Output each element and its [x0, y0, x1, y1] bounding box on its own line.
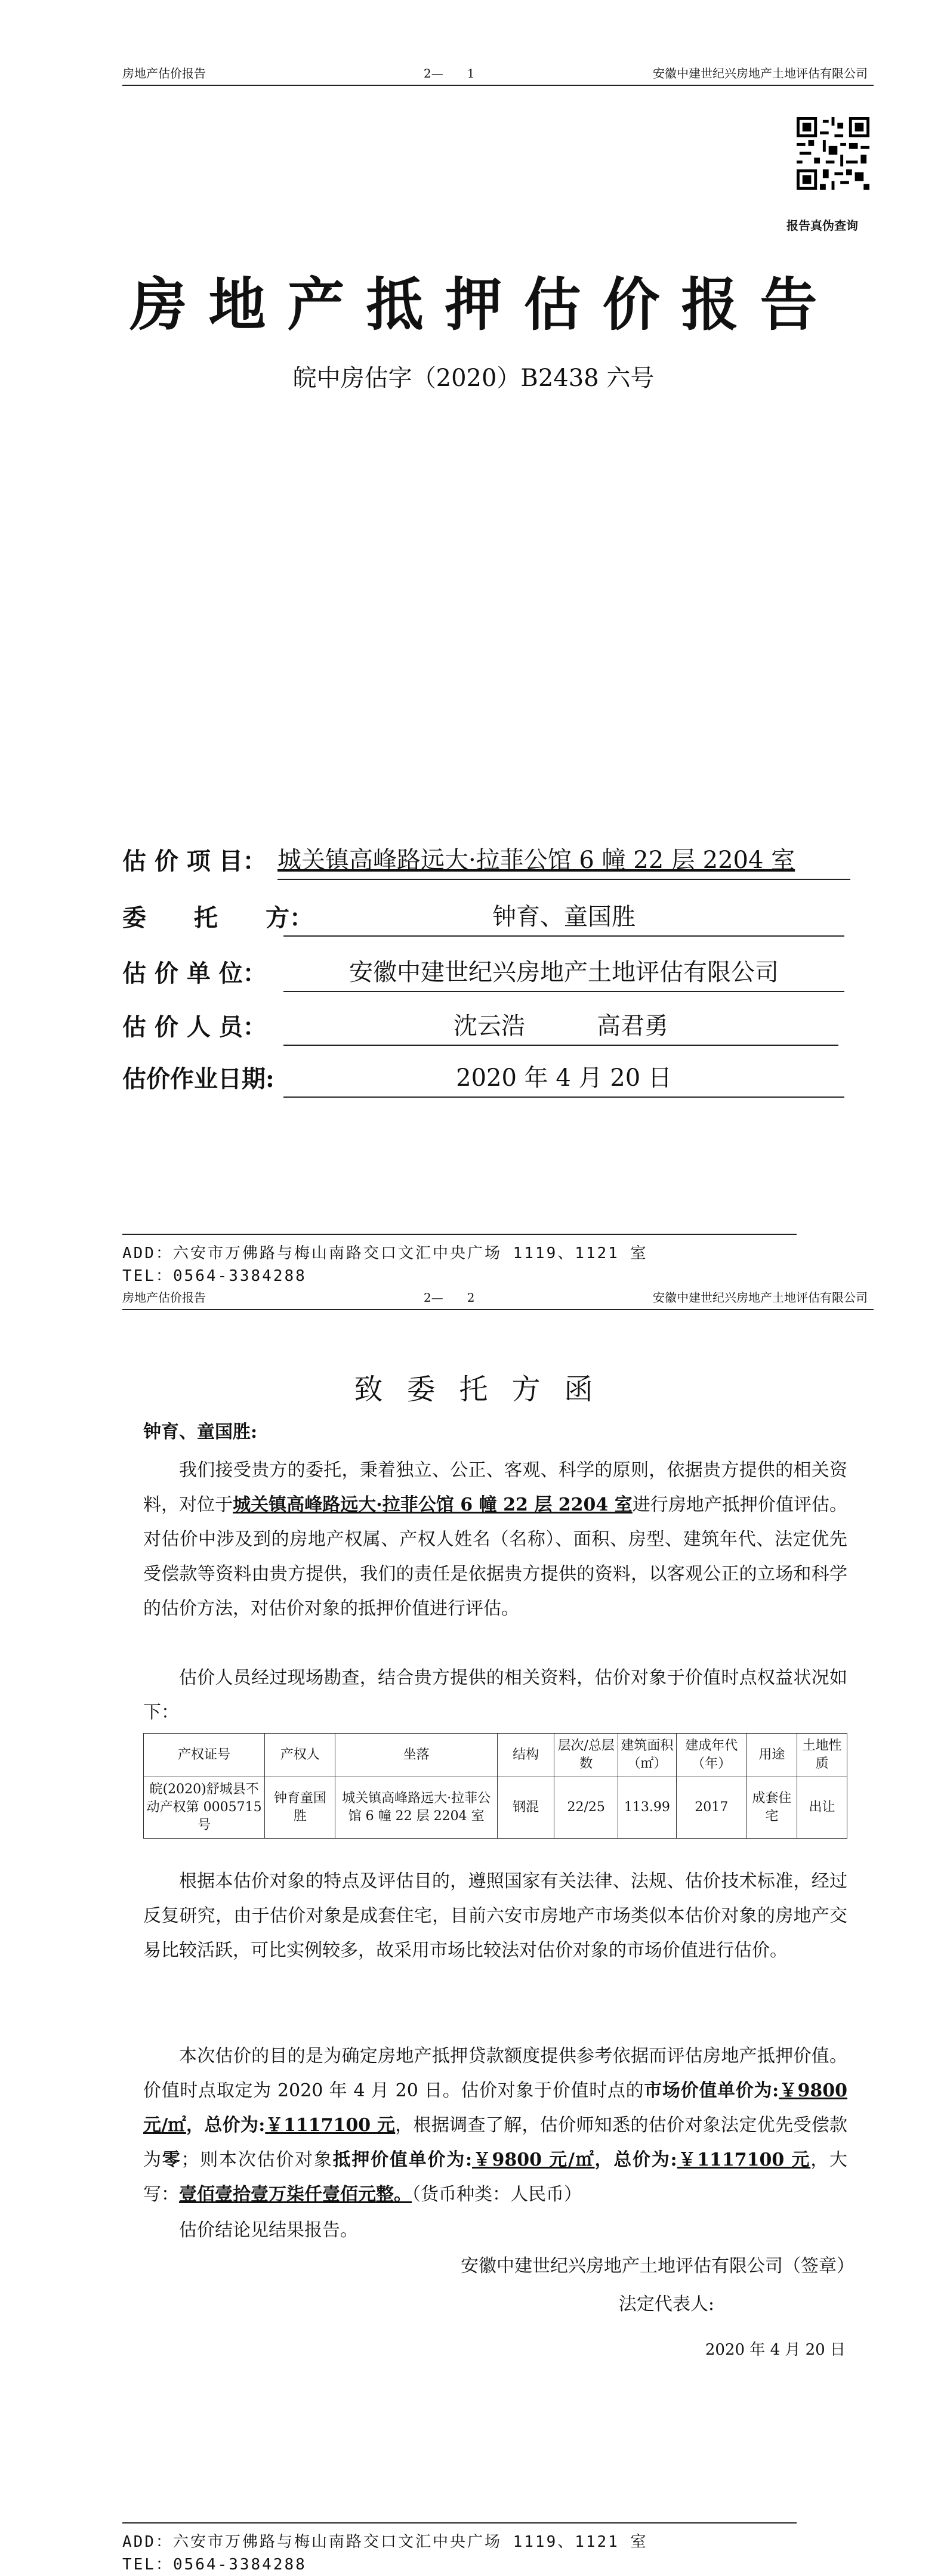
legal-representative: 法定代表人:: [618, 2294, 714, 2315]
market-total-price: ￥1117100 元: [265, 2115, 396, 2136]
header-left: 房地产估价报告: [122, 1290, 206, 1305]
info-label: 委 托 方：: [122, 904, 313, 932]
header-company: 安徽中建世纪兴房地产土地评估有限公司: [653, 1290, 868, 1305]
property-table: [143, 1733, 847, 1839]
header-page-number: 2— 2: [424, 1290, 475, 1305]
report-title: 房地产抵押估价报告: [129, 271, 839, 338]
header-company: 安徽中建世纪兴房地产土地评估有限公司: [653, 66, 868, 81]
info-value: 2020 年 4 月 20 日: [456, 1064, 672, 1092]
info-row-project: [122, 844, 850, 880]
paragraph-1: 我们接受贵方的委托，秉着独立、公正、客观、科学的原则，依据贵方提供的相关资料，对位于城关镇高峰路远大·拉菲公馆 6 幢 22 层 2204 室进行房地产抵押价值评估。对估价中涉及到的房地产权属、产权人姓名（名称）、面积、房型、建筑年代、法定优先受偿款等资料由贵方提供，我们的责任是依据贵方提供的资料，以客观公正的立场和科学的估价方法，对估价对象的抵押价值进行评估。: [143, 1460, 848, 1619]
paragraph-4: 本次估价的目的是为确定房地产抵押贷款额度提供参考依据而评估房地产抵押价值。价值时点取定为 2020 年 4 月 20 日。估价对象于价值时点的市场价值单价为:￥9800 元/㎡，总价为:￥1117100 元，根据调查了解，估价师知悉的估价对象法定优先受偿款为零；则本次估价对象抵押价值单价为:￥9800 元/㎡，总价为:￥1117100 元，大写：壹佰壹拾壹万柒仟壹佰元整。（货币种类：人民币）: [143, 2046, 848, 2205]
page-header: [122, 60, 874, 86]
document-number: 皖中房估字（2020）B2438 六号: [292, 365, 655, 392]
signing-company: 安徽中建世纪兴房地产土地评估有限公司（签章）: [461, 2256, 855, 2277]
signing-date: 2020 年 4 月 20 日: [705, 2341, 846, 2359]
footer-tel: TEL：0564-3384288: [122, 1267, 307, 1285]
mortgage-total-price: ￥1117100 元: [677, 2149, 811, 2170]
info-row-client: [122, 901, 844, 937]
header-left: 房地产估价报告: [122, 66, 206, 81]
market-unit-price: ￥9800 元/㎡: [143, 2080, 848, 2136]
salutation: 钟育、童国胜:: [143, 1422, 258, 1443]
paragraph-2: 估价人员经过现场勘查，结合贵方提供的相关资料，估价对象于价值时点权益状况如下：: [143, 1667, 847, 1723]
qr-code-icon[interactable]: [797, 117, 869, 190]
paragraph-3: 根据本估价对象的特点及评估目的，遵照国家有关法律、法规、估价技术标准，经过反复研究，由于估价对象是成套住宅，目前六安市房地产市场类似本估价对象的房地产交易比较活跃，可比实例较多，故采用市场比较法对估价对象的市场价值进行估价。: [143, 1871, 847, 1961]
paragraph-5: 估价结论见结果报告。: [179, 2220, 358, 2241]
qr-caption: 报告真伪查询: [786, 218, 858, 233]
footer-tel: TEL：0564-3384288: [122, 2556, 307, 2574]
info-row-appraiser-company: [122, 956, 844, 992]
info-label: 估 价 人 员：: [122, 1013, 267, 1041]
amount-in-words: 壹佰壹拾壹万柒仟壹佰元整。: [179, 2184, 412, 2205]
info-label: 估价作业日期:: [122, 1065, 274, 1093]
letter-title: 致委托方函: [354, 1373, 617, 1406]
info-value: 安徽中建世纪兴房地产土地评估有限公司: [349, 959, 779, 986]
footer-address: ADD：六安市万佛路与梅山南路交口文汇中央广场 1119、1121 室: [122, 2533, 648, 2551]
footer-divider: [122, 2522, 797, 2524]
info-label: 估 价 项 目：: [122, 847, 267, 875]
page-header: [122, 1284, 874, 1310]
footer-address: ADD：六安市万佛路与梅山南路交口文汇中央广场 1119、1121 室: [122, 1244, 648, 1262]
table-row: 皖(2020)舒城县不动产权第 0005715 号 钟育童国胜 城关镇高峰路远大·拉菲公馆 6 幢 22 层 2204 室 钢混 22/25 113.99 2017 成套住宅 出让: [144, 1777, 847, 1839]
cover-page: [0, 0, 947, 1283]
info-value: 沈云浩 高君勇: [454, 1012, 668, 1040]
info-label: 估 价 单 位：: [122, 959, 267, 987]
property-address: 城关镇高峰路远大·拉菲公馆 6 幢 22 层 2204 室: [233, 1494, 633, 1515]
footer-divider: [122, 1234, 797, 1235]
info-row-work-date: [122, 1062, 844, 1098]
table-header-row: 产权证号 产权人 坐落 结构 层次/总层数 建筑面积（㎡） 建成年代（年） 用途 土地性质: [144, 1734, 847, 1777]
info-row-appraisers: [122, 1010, 838, 1046]
header-page-number: 2— 1: [424, 66, 475, 81]
mortgage-unit-price: ￥9800 元/㎡: [472, 2149, 595, 2170]
info-value: 城关镇高峰路远大·拉菲公馆 6 幢 22 层 2204 室: [277, 847, 795, 874]
info-value: 钟育、童国胜: [492, 903, 636, 931]
